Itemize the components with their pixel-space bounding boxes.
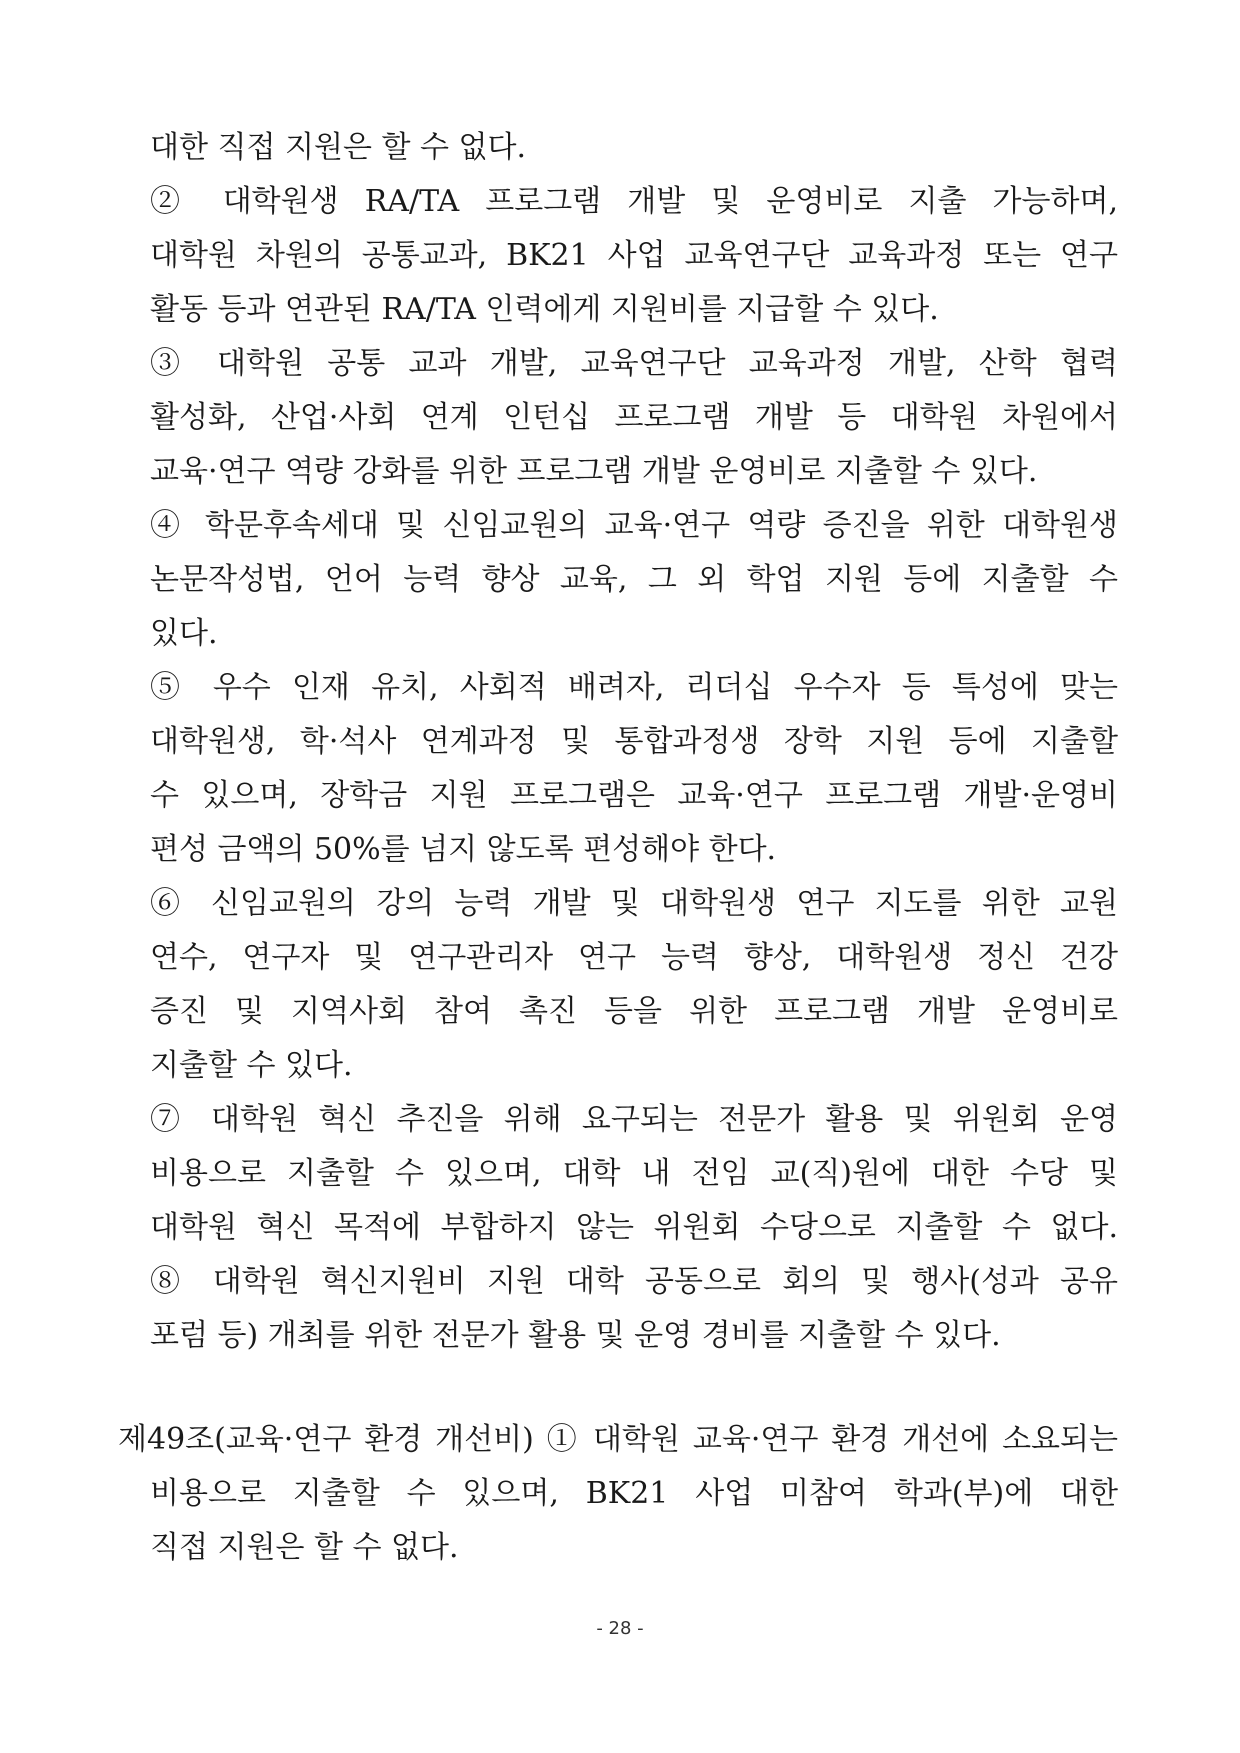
- text-line: 직접 지원은 할 수 없다.: [150, 1530, 459, 1565]
- text-line: 활성화, 산업·사회 연계 인턴십 프로그램 개발 등 대학원 차원에서: [150, 400, 1118, 435]
- text-line: 편성 금액의 50%를 넘지 않도록 편성해야 한다.: [150, 832, 777, 867]
- text-line: 비용으로 지출할 수 있으며, BK21 사업 미참여 학과(부)에 대한: [150, 1476, 1118, 1511]
- text-line: 포럼 등) 개최를 위한 전문가 활용 및 운영 경비를 지출할 수 있다.: [150, 1318, 1001, 1353]
- text-line: ② 대학원생 RA/TA 프로그램 개발 및 운영비로 지출 가능하며,: [150, 184, 1118, 219]
- page-number: - 28 -: [596, 1618, 644, 1639]
- text-line: 활동 등과 연관된 RA/TA 인력에게 지원비를 지급할 수 있다.: [150, 292, 939, 327]
- text-line: 교육·연구 역량 강화를 위한 프로그램 개발 운영비로 지출할 수 있다.: [150, 454, 1038, 489]
- text-line: 지출할 수 있다.: [150, 1048, 353, 1083]
- text-line: 대학원 혁신 목적에 부합하지 않는 위원회 수당으로 지출할 수 없다.: [150, 1210, 1118, 1245]
- text-line: 수 있으며, 장학금 지원 프로그램은 교육·연구 프로그램 개발·운영비: [150, 778, 1118, 813]
- text-line: 대학원생, 학·석사 연계과정 및 통합과정생 장학 지원 등에 지출할: [150, 724, 1118, 759]
- text-line: 대한 직접 지원은 할 수 없다.: [150, 130, 526, 165]
- text-line: ⑥ 신임교원의 강의 능력 개발 및 대학원생 연구 지도를 위한 교원: [150, 886, 1118, 921]
- text-line: ⑦ 대학원 혁신 추진을 위해 요구되는 전문가 활용 및 위원회 운영: [150, 1102, 1118, 1137]
- text-line: 논문작성법, 언어 능력 향상 교육, 그 외 학업 지원 등에 지출할 수: [150, 562, 1118, 597]
- article-heading-line: 제49조(교육·연구 환경 개선비) ① 대학원 교육·연구 환경 개선에 소요되는: [118, 1422, 1118, 1457]
- text-line: ⑤ 우수 인재 유치, 사회적 배려자, 리더십 우수자 등 특성에 맞는: [150, 670, 1118, 705]
- text-line: 연수, 연구자 및 연구관리자 연구 능력 향상, 대학원생 정신 건강: [150, 940, 1118, 975]
- text-line: 증진 및 지역사회 참여 촉진 등을 위한 프로그램 개발 운영비로: [150, 994, 1118, 1029]
- text-line: ③ 대학원 공통 교과 개발, 교육연구단 교육과정 개발, 산학 협력: [150, 346, 1118, 381]
- text-line: ④ 학문후속세대 및 신임교원의 교육·연구 역량 증진을 위한 대학원생: [150, 508, 1118, 543]
- text-line: 있다.: [150, 616, 218, 651]
- text-line: ⑧ 대학원 혁신지원비 지원 대학 공동으로 회의 및 행사(성과 공유: [150, 1264, 1118, 1299]
- text-line: 대학원 차원의 공통교과, BK21 사업 교육연구단 교육과정 또는 연구: [150, 238, 1118, 273]
- text-line: 비용으로 지출할 수 있으며, 대학 내 전임 교(직)원에 대한 수당 및: [150, 1156, 1118, 1191]
